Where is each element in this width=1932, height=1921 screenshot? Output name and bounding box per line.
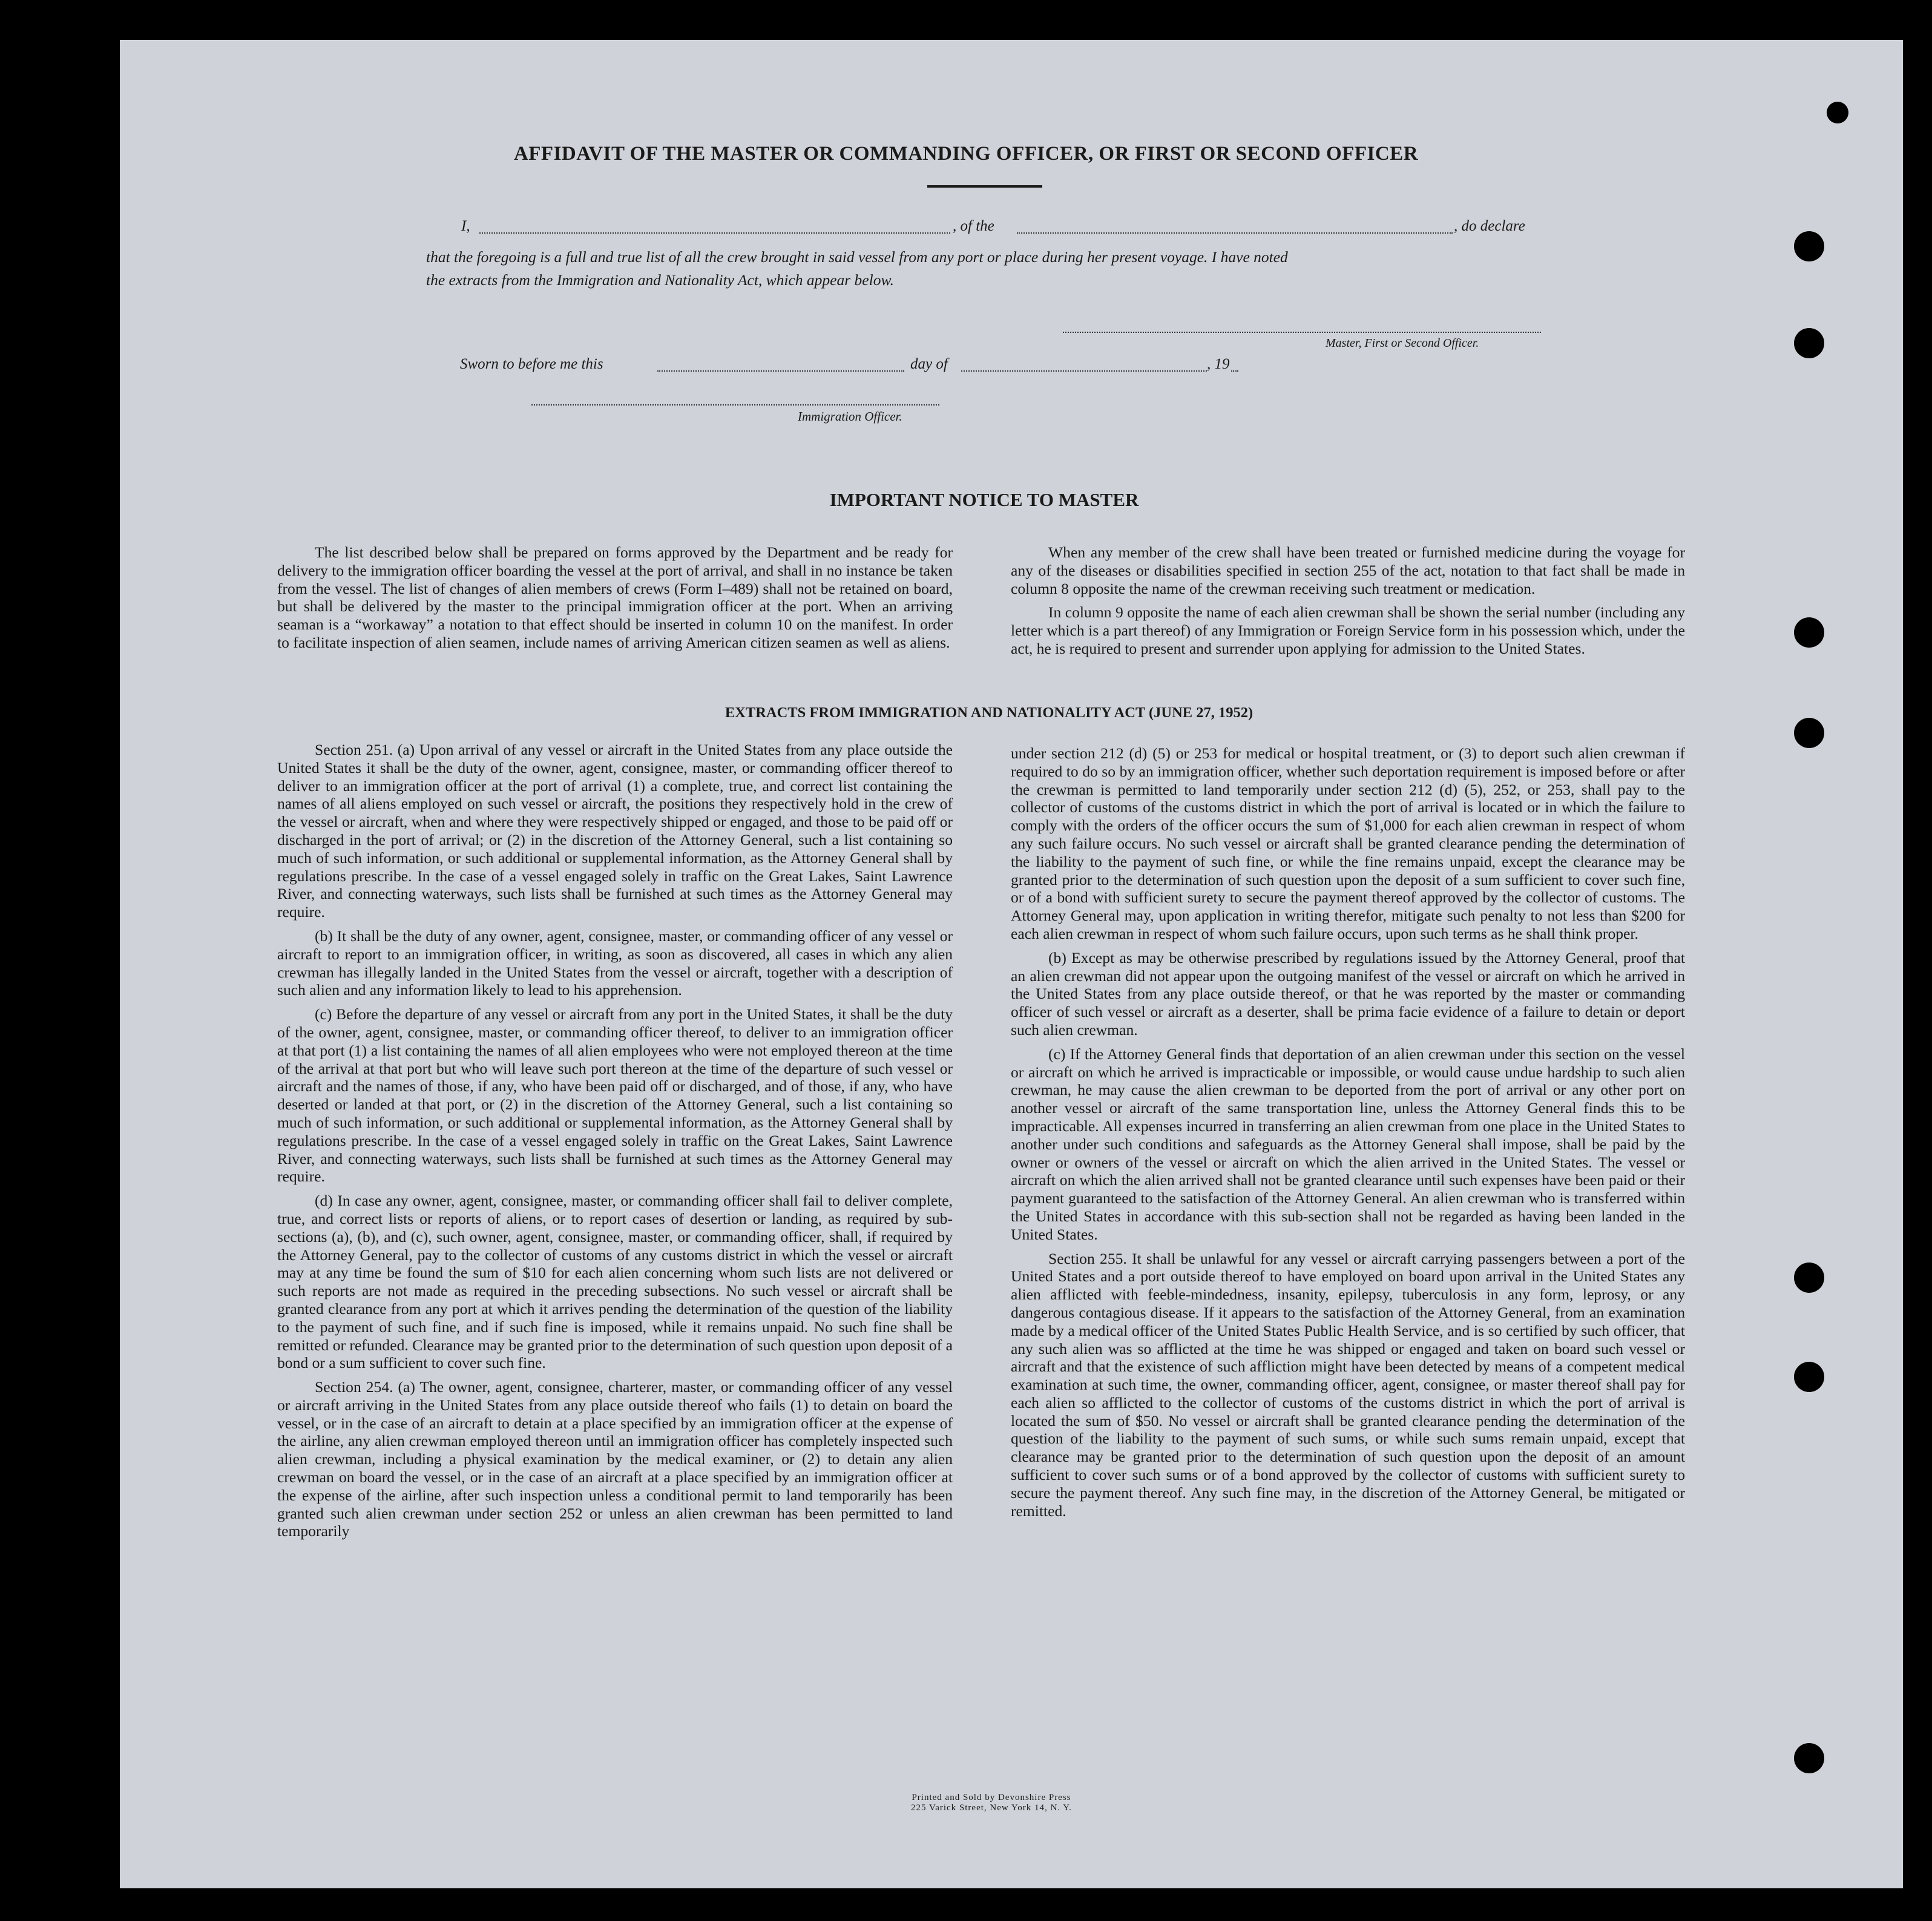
signature-caption: Master, First or Second Officer. <box>1326 337 1479 350</box>
section-251-d: (d) In case any owner, agent, consignee, master, or commanding officer shall fail to deliver complete, true, and correct lists or reports of aliens, or to report cases of desertion or landing, as required by sub-sections (a), (b), and (c), such owner, agent, consignee, master, or commanding officer, shall, if required by the Attorney General, pay to the collector of customs of any customs district in which the vessel or aircraft may at any time be found the sum of $10 for each alien concerning whom such lists are not delivered or such reports are not made as required in the preceding subsections. No such vessel or aircraft shall be granted clearance from any port at which it arrives pending the determination of the question of the liability to the payment of such fine, and if such fine is imposed, while it remains unpaid. No such fine shall be remitted or refunded. Clearance may be granted prior to the determination of such question upon deposit of a bond or a sum sufficient to cover such fine. <box>277 1192 953 1372</box>
extracts-left-column <box>277 741 953 1546</box>
notice-left-column <box>277 543 953 658</box>
affidavit-i-label: I, <box>461 218 470 234</box>
section-254-a-continued: under section 212 (d) (5) or 253 for medical or hospital treatment, or (3) to deport such alien crewman if required to do so by an immigration officer, whether such deportation requirement is imposed before or after the crewman is permitted to land temporarily under section 212 (d) (5), 252, or 253, shall pay to the collector of customs of the customs district in which the port of arrival is located or in which the failure to comply with the orders of the officer occurs the sum of $1,000 for each alien crewman in respect of whom any such failure occurs. No such vessel or aircraft shall be granted clearance pending the determination of the liability to the payment of such fine, or while the fine remains unpaid, except the clearance may be granted prior to the determination of such question upon the deposit of a sum sufficient to cover such fine, or of a bond with sufficient surety to secure the payment thereof approved by the collector of customs. The Attorney General may, upon application in writing therefor, mitigate such penalty to not less than $200 for each alien crewman in respect of whom such failure occurs, upon such terms as he shall think proper. <box>1011 744 1685 942</box>
notice-left-paragraph: The list described below shall be prepared on forms approved by the Department and be ready for delivery to the immigration officer boarding the vessel at the port of arrival, and shall in no instance be taken from the vessel. The list of changes of alien members of crews (Form I–489) shall not be retained on board, but shall be delivered by the master to the principal immigration officer at the port. When an arriving seaman is a “workaway” a notation to that effect should be inserted in column 10 on the manifest. In order to facilitate inspection of alien seamen, include names of arriving American citizen seamen as well as aliens. <box>277 543 953 651</box>
binder-hole <box>1794 718 1824 748</box>
affidavit-title: AFFIDAVIT OF THE MASTER OR COMMANDING OFFICER, OR FIRST OR SECOND OFFICER <box>513 143 1419 165</box>
section-254-b: (b) Except as may be otherwise prescribed by regulations issued by the Attorney General, proof that an alien crewman did not appear upon the outgoing manifest of the vessel or aircraft on which he arrived in the United States from any place outside thereof, or that he was reported by the master or commanding officer of such vessel or aircraft as a deserter, shall be prima facie evidence of a failure to detain or deport such alien crewman. <box>1011 948 1685 1039</box>
vessel-field[interactable] <box>1017 232 1453 234</box>
sworn-year-field[interactable] <box>1231 370 1238 372</box>
name-field[interactable] <box>479 232 950 234</box>
section-251-c: (c) Before the departure of any vessel or aircraft from any port in the United States, it shall be the duty of the owner, agent, consignee, master, or commanding officer thereof, to deliver to an immigration officer at that port (1) a list containing the names of all alien employees who were not employed thereon at the time of the arrival at that port but who will leave such port thereon at the time of the departure of such vessel or aircraft and the names of those, if any, who have been paid off or discharged, and of those, if any, who have deserted or landed at that port, or (2) in the discretion of the Attorney General, such a list containing so much of such information, or such additional or supplemental information, as the Attorney General shall by regulations prescribe. In the case of a vessel engaged solely in traffic on the Great Lakes, Saint Lawrence River, and connecting waterways, such lists shall be furnished at such times as the Attorney General may require. <box>277 1005 953 1186</box>
year-label: , 19 <box>1207 356 1230 372</box>
immigration-officer-signature-field[interactable] <box>531 404 939 406</box>
binder-hole <box>1827 102 1848 123</box>
binder-hole <box>1794 328 1824 358</box>
declaration-line-2: the extracts from the Immigration and Nationality Act, which appear below. <box>426 271 894 289</box>
extracts-title: EXTRACTS FROM IMMIGRATION AND NATIONALITY ACT (JUNE 27, 1952) <box>724 704 1254 721</box>
binder-hole <box>1794 1362 1824 1392</box>
sworn-date-field[interactable] <box>657 370 904 372</box>
binder-hole <box>1794 1743 1824 1773</box>
extracts-right-column <box>1011 744 1685 1526</box>
notice-right-paragraph-1: When any member of the crew shall have been treated or furnished medicine during the voyage for any of the diseases or disabilities specified in section 255 of the act, notation to that fact shall be made in column 8 opposite the name of the crewman receiving such treatment or medication. <box>1011 543 1685 597</box>
binder-hole <box>1794 231 1824 261</box>
sworn-label: Sworn to before me this <box>460 356 603 372</box>
printer-line-1: Printed and Sold by Devonshire Press <box>912 1793 1071 1802</box>
printer-line-2: 225 Varick Street, New York 14, N. Y. <box>911 1803 1072 1813</box>
declaration-line-1: that the foregoing is a full and true list of all the crew brought in said vessel from any port or place during her present voyage. I have noted <box>426 248 1288 266</box>
binder-hole <box>1794 1263 1824 1293</box>
sworn-month-field[interactable] <box>961 370 1207 372</box>
section-255: Section 255. It shall be unlawful for any vessel or aircraft carrying passengers between a port of the United States and a port outside thereof to have employed on board upon arrival in the United States any alien afflicted with feeble-mindedness, insanity, epilepsy, tuberculosis in any form, leprosy, or any dangerous contagious disease. If it appears to the satisfaction of the Attorney General, from an examination made by a medical officer of the United States Public Health Service, and is so certified by such officer, that any such alien was so afflicted at the time he was shipped or engaged and taken on board such vessel or aircraft and that the existence of such affliction might have been detected by means of a competent medical examination at such time, the owner, commanding officer, agent, consignee, or master thereof shall pay for each alien so afflicted to the collector of customs of the customs district in which the port of arrival is located the sum of $50. No vessel or aircraft shall be granted clearance pending the determination of the question of the liability to the payment of such sums, or while such sums remain unpaid, except that clearance may be granted prior to the determination of such question upon the deposit of an amount sufficient to cover such sums or of a bond approved by the collector of customs with sufficient surety to secure the payment thereof. Any such fine may, in the discretion of the Attorney General, be mitigated or remitted. <box>1011 1249 1685 1520</box>
binder-hole <box>1794 617 1824 648</box>
officer-caption: Immigration Officer. <box>798 409 902 424</box>
of-the-label: , of the <box>953 218 994 234</box>
do-declare-label: , do declare <box>1454 218 1525 234</box>
notice-right-column <box>1011 543 1685 664</box>
section-251-a: Section 251. (a) Upon arrival of any vessel or aircraft in the United States from any place outside the United States it shall be the duty of the owner, agent, consignee, master, or commanding officer thereof to deliver to an immigration officer at the port of arrival (1) a complete, true, and correct list containing the names of all aliens employed on such vessel or aircraft, the positions they respectively hold in the crew of the vessel or aircraft, when and where they were respectively shipped or engaged, and those to be paid off or discharged in the port of arrival; or (2) in the discretion of the Attorney General, such a list containing so much of such information, or such additional or supplemental information, as the Attorney General shall by regulations prescribe. In the case of a vessel engaged solely in traffic on the Great Lakes, Saint Lawrence River, and connecting waterways, such lists shall be furnished at such times as the Attorney General may require. <box>277 741 953 921</box>
notice-right-paragraph-2: In column 9 opposite the name of each alien crewman shall be shown the serial number (including any letter which is a part thereof) of any Immigration or Foreign Service form in his possession which, under the act, he is required to present and surrender upon applying for admission to the United States. <box>1011 603 1685 657</box>
section-254-c: (c) If the Attorney General finds that deportation of an alien crewman under this section on the vessel or aircraft on which he arrived is impracticable or impossible, or would cause undue hardship to such alien crewman, he may cause the alien crewman to be deported from the port of arrival or any other port on another vessel or aircraft of the same transportation line, unless the Attorney General finds this to be impracticable. All expenses incurred in transferring an alien crewman from one place in the United States to another under such conditions and safeguards as the Attorney General shall impose, shall be paid by the owner or owners of the vessel or aircraft on which the alien arrived in the United States. The vessel or aircraft on which the alien arrived shall not be granted clearance until such expenses have been paid or their payment guaranteed to the satisfaction of the Attorney General. An alien crewman who is transferred within the United States in accordance with this sub-section shall not be regarded as having been landed in the United States. <box>1011 1045 1685 1243</box>
officer-signature-field[interactable] <box>1063 332 1541 333</box>
day-of-label: day of <box>910 356 948 372</box>
printer-imprint <box>25 1793 1932 1813</box>
section-254-a: Section 254. (a) The owner, agent, consignee, charterer, master, or commanding officer of any vessel or aircraft arriving in the United States from any place outside thereof who fails (1) to detain on board the vessel, or in the case of an aircraft to detain at a place specified by an immigration officer at the expense of the airline, any alien crewman employed thereon until an immigration officer has completely inspected such alien crewman, including a physical examination by the medical examiner, or (2) to detain any alien crewman on board the vessel, or in the case of an aircraft at a place specified by an immigration officer at the expense of the airline, after such inspection unless a conditional permit to land temporarily has been granted such alien crewman under section 252 or unless an alien crewman has been permitted to land temporarily <box>277 1378 953 1540</box>
title-divider <box>927 185 1042 188</box>
section-251-b: (b) It shall be the duty of any owner, agent, consignee, master, or commanding officer of any vessel or aircraft to report to an immigration officer, in writing, as soon as discovered, all cases in which any alien crewman has illegally landed in the United States from the vessel or aircraft, together with a description of such alien and any information likely to lead to his apprehension. <box>277 927 953 999</box>
notice-title: IMPORTANT NOTICE TO MASTER <box>829 489 1139 510</box>
